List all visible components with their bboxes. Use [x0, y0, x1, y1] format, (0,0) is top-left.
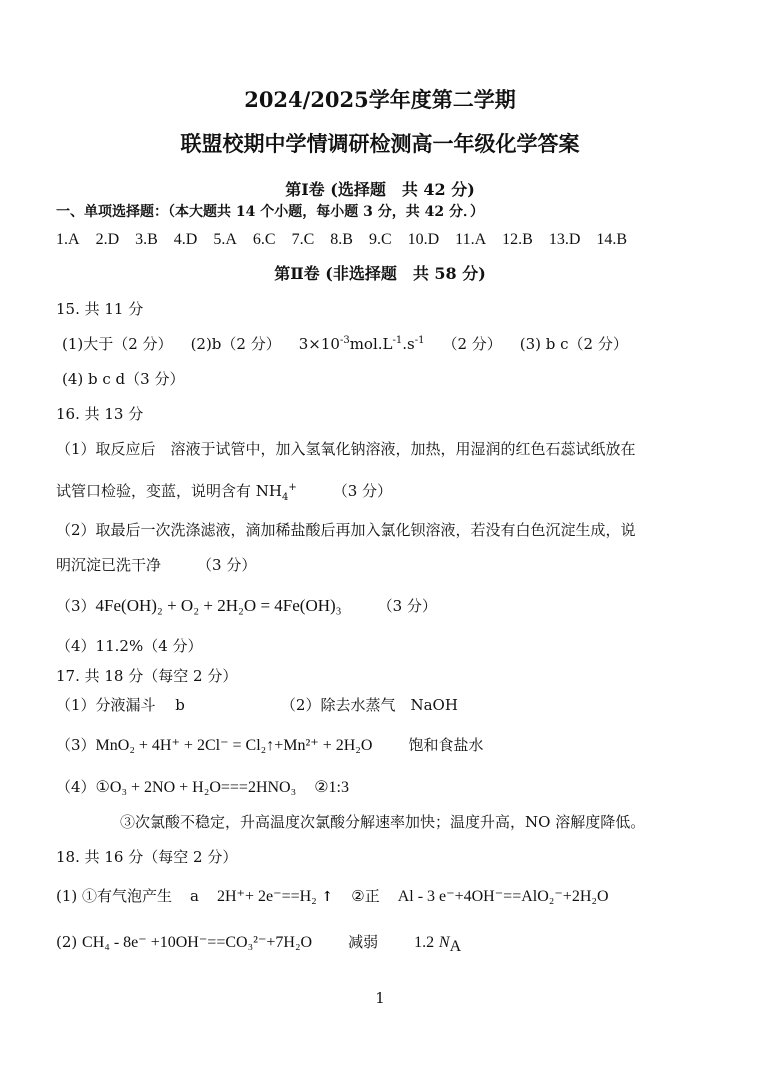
mc-answer: 13.D [548, 231, 581, 248]
q16-part4: （4）11.2%（4 分） [56, 637, 203, 655]
q16-part3-score: （3 分） [377, 597, 437, 615]
q16-part2-line1: （2）取最后一次洗涤滤液，滴加稀盐酸后再加入氯化钡溶液，若没有白色沉淀生成，说 [56, 521, 636, 539]
q15-part2: (2)b（2 分） [190, 335, 281, 353]
doc-title-line2: 联盟校期中学情调研检测高一年级化学答案 [180, 131, 580, 156]
part1-instruction: 一、单项选择题：（本大题共 14 个小题，每小题 3 分，共 42 分．） [56, 204, 484, 220]
mc-answer: 1.A [56, 231, 80, 248]
mc-answer: 6.C [252, 231, 276, 248]
q18-equation2: Al - 3 e⁻+4OH⁻==AlO₂⁻+2H₂O [397, 888, 609, 905]
q15-part4: (4) b c d（3 分） [62, 370, 185, 388]
q15-part3: (3) b c（2 分） [519, 335, 628, 353]
part2-heading: 第Ⅱ卷 (非选择题 共 58 分) [274, 264, 486, 283]
q15-header: 15. 共 11 分 [56, 300, 144, 318]
mc-answers [56, 230, 643, 250]
mc-answer: 9.C [368, 231, 392, 248]
mc-answer: 12.B [502, 231, 533, 248]
mc-answer: 8.B [330, 231, 353, 248]
mc-answer: 11.A [455, 231, 487, 248]
q17-equation: MnO₂ + 4H⁺ + 2Cl⁻ = Cl₂↑+Mn²⁺ + 2H₂O [95, 737, 373, 754]
q16-part1-line2: 试管口检验，变蓝，说明含有 $NH_4^+$ （3 分） [56, 482, 393, 503]
q15-rate: $3\times 10^{-3}mol.L^{-1}.s^{-1}$ [298, 335, 425, 353]
q16-header: 16. 共 13 分 [56, 405, 144, 423]
q16-part2-score: （3 分） [197, 556, 257, 574]
q15-line1 [62, 334, 628, 354]
q17-header: 17. 共 18 分（每空 2 分） [56, 667, 238, 685]
q18-part1: (1) ①有气泡产生 a 2H⁺+ 2e⁻==H₂ ↑ ②正 Al - 3 e⁻+4OH⁻==AlO₂⁻+2H₂O [56, 887, 609, 905]
q17-part3: （3）MnO₂ + 4H⁺ + 2Cl⁻ = Cl₂↑+Mn²⁺ + 2H₂O 饱和食盐水 [56, 736, 484, 754]
q17-part4-equation: ①O₃ + 2NO + H₂O===2HNO₃ [95, 779, 297, 796]
q16-part2-line2: 明沉淀已洗干净 （3 分） [56, 556, 257, 574]
mc-answer: 5.A [213, 231, 237, 248]
q15-rate-score: （2 分） [442, 335, 502, 353]
arrow-up-icon: ↑ [321, 889, 334, 905]
part1-heading: 第Ⅰ卷 (选择题 共 42 分) [285, 180, 475, 199]
q16-part1-score: （3 分） [332, 482, 393, 500]
q16-part3: （3）4Fe(OH)₂ + O₂ + 2H₂O = 4Fe(OH)₃ （3 分） [56, 596, 437, 615]
q17-part1: （1）分液漏斗 b [56, 696, 185, 714]
q18-header: 18. 共 16 分（每空 2 分） [56, 848, 238, 866]
q17-part2: （2）除去水蒸气 NaOH [280, 696, 458, 714]
q17-part3-answer: 饱和食盐水 [408, 736, 484, 754]
mc-answer: 7.C [291, 231, 315, 248]
mc-answer: 2.D [95, 231, 120, 248]
mc-answer: 4.D [173, 231, 198, 248]
q17-part4-line2: ③次氯酸不稳定，升高温度次氯酸分解速率加快；温度升高，NO 溶解度降低。 [120, 813, 646, 831]
mc-answer: 10.D [407, 231, 440, 248]
page-number: 1 [375, 989, 385, 1007]
q18-part2: (2) CH₄ - 8e⁻ +10OH⁻==CO₃²⁻+7H₂O 减弱 1.2 $N_A$ [56, 933, 462, 955]
q18-equation1: 2H⁺+ 2e⁻==H₂ [217, 888, 317, 905]
q16-equation: 4Fe(OH)₂ + O₂ + 2H₂O = 4Fe(OH)₃ [95, 596, 342, 615]
mc-answer: 3.B [135, 231, 158, 248]
q15-part1: (1)大于（2 分） [62, 335, 173, 353]
mc-answer: 14.B [596, 231, 628, 248]
q17-line1 [56, 695, 458, 715]
q17-part4: （4）①O₃ + 2NO + H₂O===2HNO₃ ②1:3 [56, 778, 349, 796]
doc-title-line1: 2024/2025学年度第二学期 [244, 87, 516, 112]
q16-part1-line1: （1）取反应后 溶液于试管中，加入氢氧化钠溶液，加热，用湿润的红色石蕊试纸放在 [56, 440, 636, 458]
q17-part4-ratio: ②1:3 [314, 779, 349, 796]
q18-equation3: CH₄ - 8e⁻ +10OH⁻==CO₃²⁻+7H₂O [82, 934, 313, 951]
